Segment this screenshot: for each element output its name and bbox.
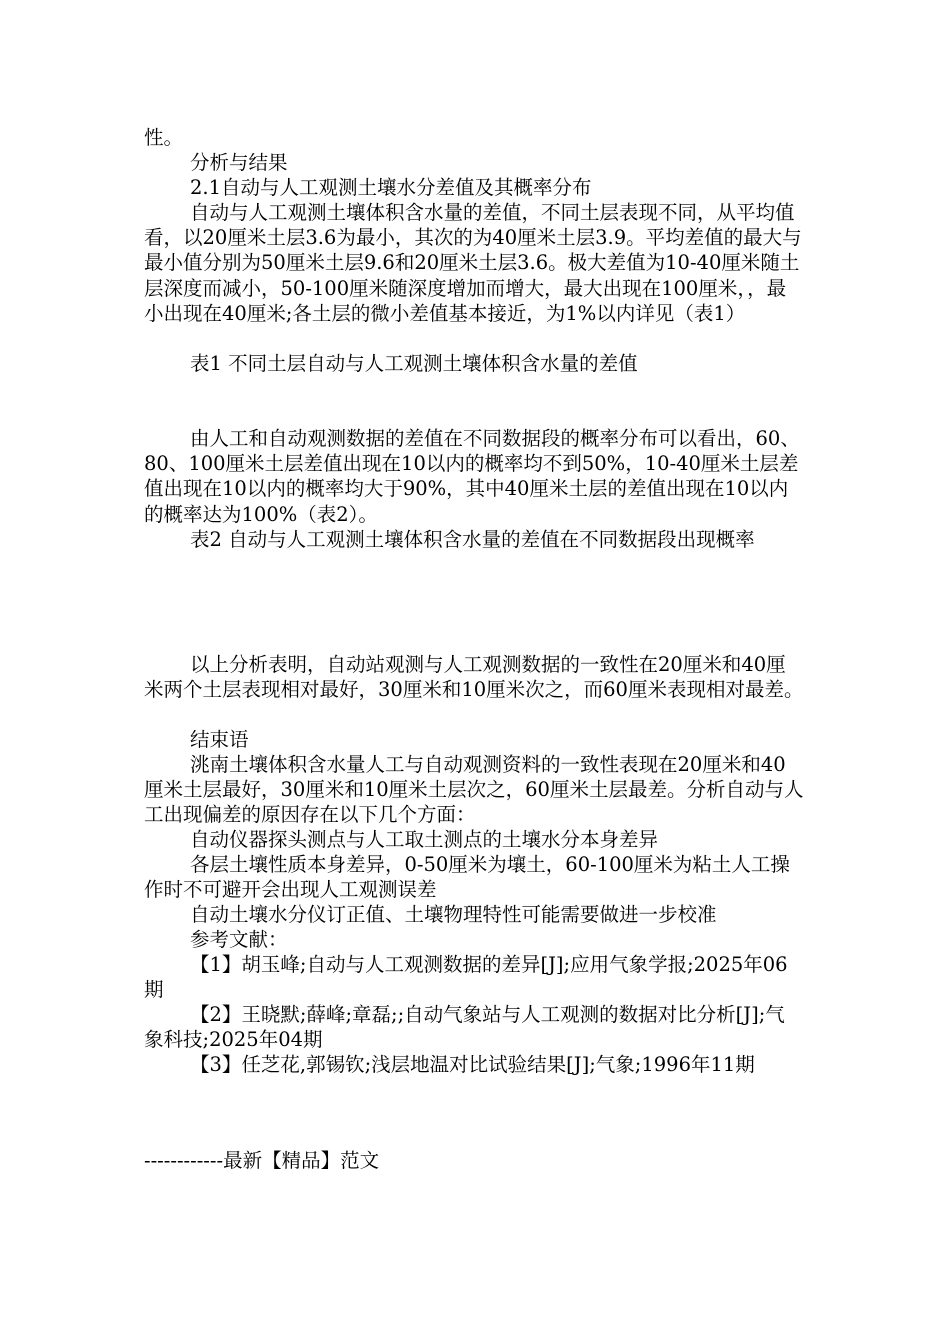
body-paragraph: 由人工和自动观测数据的差值在不同数据段的概率分布可以看出，60、80、100厘米土层差值出现在10以内的概率均不到50%，10-40厘米土层差值出现在10以内的概率均大于90%，其中40厘米土层的差值出现在10以内的概率达为100%（表2）。 [144, 427, 800, 526]
subsection-heading: 2.1自动与人工观测土壤水分差值及其概率分布 [190, 176, 592, 199]
table-caption-1: 表1 不同土层自动与人工观测土壤体积含水量的差值 [190, 352, 638, 375]
references-heading: 参考文献： [190, 928, 288, 951]
table-caption-2: 表2 自动与人工观测土壤体积含水量的差值在不同数据段出现概率 [190, 528, 755, 551]
reference-item: 【3】任芝花,郭锡钦;浅层地温对比试验结果[J];气象;1996年11期 [190, 1053, 755, 1076]
body-paragraph: 以上分析表明，自动站观测与人工观测数据的一致性在20厘米和40厘米两个土层表现相对最好，30厘米和10厘米次之，而60厘米表现相对最差。 [144, 653, 804, 702]
list-item: 自动土壤水分仪订正值、土壤物理特性可能需要做进一步校准 [190, 903, 717, 926]
list-item: 各层土壤性质本身差异，0-50厘米为壤土，60-100厘米为粘土人工操作时不可避开会出现人工观测误差 [144, 853, 790, 902]
page-footer: ------------最新【精品】范文 [144, 1149, 380, 1172]
text-fragment: 性。 [144, 126, 184, 149]
body-paragraph: 洮南土壤体积含水量人工与自动观测资料的一致性表现在20厘米和40厘米土层最好，30厘米和10厘米土层次之，60厘米土层最差。分析自动与人工出现偏差的原因存在以下几个方面： [144, 753, 804, 827]
section-heading-conclusion: 结束语 [190, 728, 249, 751]
reference-item: 【1】胡玉峰;自动与人工观测数据的差异[J];应用气象学报;2025年06期 [144, 953, 788, 1002]
body-paragraph: 自动与人工观测土壤体积含水量的差值，不同土层表现不同，从平均值看，以20厘米土层3.6为最小，其次的为40厘米土层3.9。平均差值的最大与最小值分别为50厘米土层9.6和20厘米土层3.6。极大差值为10-40厘米随土层深度而减小，50-100厘米随深度增加而增大，最大出现在100厘米，，最小出现在40厘米;各土层的微小差值基本接近，为1%以内详见（表1） [144, 201, 802, 325]
list-item: 自动仪器探头测点与人工取土测点的土壤水分本身差异 [190, 828, 659, 851]
reference-item: 【2】王晓默;薛峰;章磊;;自动气象站与人工观测的数据对比分析[J];气象科技;2025年04期 [144, 1003, 785, 1052]
section-heading-analysis: 分析与结果 [190, 151, 288, 174]
